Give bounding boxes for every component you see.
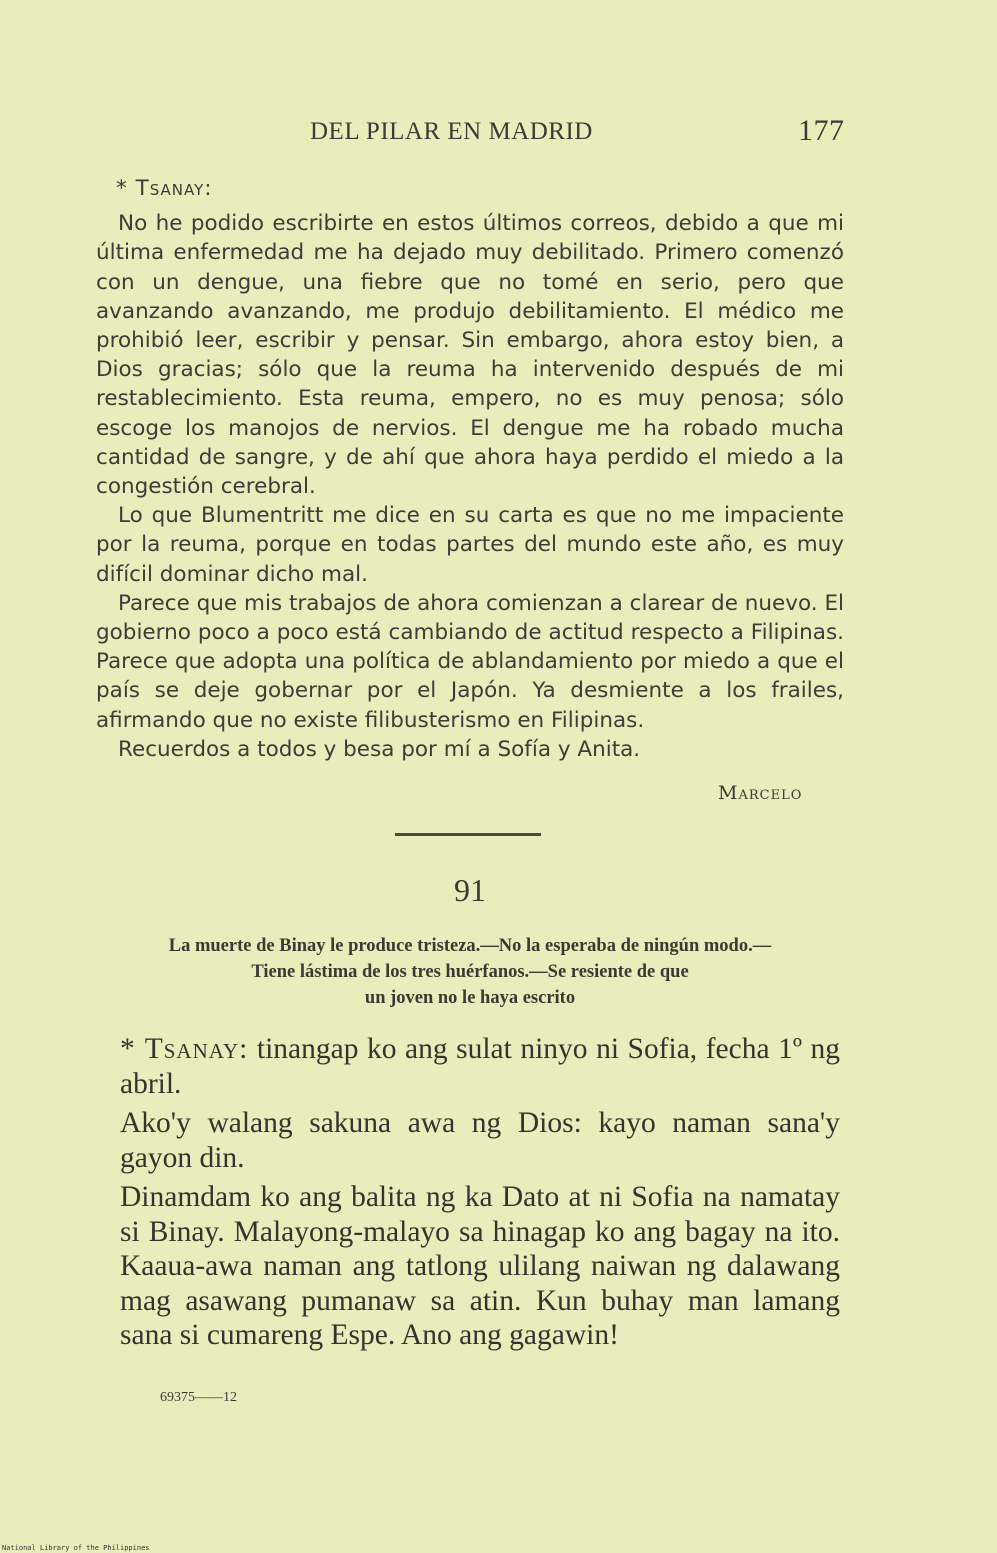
letter-salutation: * Tsanay:	[120, 1033, 249, 1065]
letter-number: 91	[454, 872, 486, 908]
page-number: 177	[798, 114, 845, 147]
printer-signature-code: 69375——12	[160, 1390, 237, 1405]
letter-paragraph	[120, 1032, 840, 1101]
letter-summary	[90, 933, 850, 1011]
letter-paragraph: Ako'y walang sakuna awa ng Dios: kayo naman sana'y gayon din.	[120, 1107, 840, 1174]
summary-line: La muerte de Binay le produce tristeza.—No la esperaba de ningún modo.—	[168, 936, 772, 956]
letter-paragraph: Dinamdam ko ang balita ng ka Dato at ni Sofia na namatay si Binay. Malayong-malayo sa hinagap ko ang bagay na ito. Kaaua-awa naman ang tatlong ulilang naiwan ng dalawang mag asawang pumanaw sa atin. Kun buhay man lamang sana si cumareng Espe. Ano ang gagawin!	[120, 1181, 840, 1351]
library-credit: National Library of the Philippines	[2, 1544, 150, 1552]
letter-signature: Marcelo	[718, 782, 803, 804]
section-divider	[395, 833, 541, 836]
summary-line: Tiene lástima de los tres huérfanos.—Se resiente de que	[251, 962, 689, 982]
letter-paragraph: No he podido escribirte en estos últimos correos, debido a que mi última enfermedad me ha dejado muy debilitado. Primero comenzó con un dengue, una fiebre que no tomé en serio, pero que avanzando avanzando, me produjo debilitamiento. El médico me prohibió leer, escribir y pensar. Sin embargo, ahora estoy bien, a Dios gracias; sólo que la reuma ha intervenido después de mi restablecimiento. Esta reuma, empero, no es muy penosa; sólo escoge los manojos de nervios. El dengue me ha robado mucha cantidad de sangre, y de ahí que ahora haya perdido el miedo a la congestión cerebral.	[96, 211, 844, 500]
paragraph-text: tinangap ko ang sulat ninyo ni Sofia, fecha 1º ng abril.	[120, 1033, 840, 1100]
letter-paragraph: Parece que mis trabajos de ahora comienzan a clarear de nuevo. El gobierno poco a poco está cambiando de actitud respecto a Filipinas. Parece que adopta una política de ablandamiento por miedo a que el país se deje gobernar por el Japón. Ya desmiente a los frailes, afirmando que no existe filibusterismo en Filipinas.	[96, 590, 844, 733]
summary-line: un joven no le haya escrito	[364, 988, 576, 1008]
running-title: DEL PILAR EN MADRID	[310, 118, 593, 145]
letter-90-body	[96, 174, 844, 764]
letter-salutation: * Tsanay:	[116, 176, 213, 201]
letter-paragraph: Recuerdos a todos y besa por mí a Sofía y Anita.	[118, 736, 641, 762]
letter-paragraph: Lo que Blumentritt me dice en su carta es que no me impaciente por la reuma, porque en todas partes del mundo este año, es muy difícil dominar dicho mal.	[96, 503, 844, 587]
letter-91-body	[120, 1032, 840, 1358]
